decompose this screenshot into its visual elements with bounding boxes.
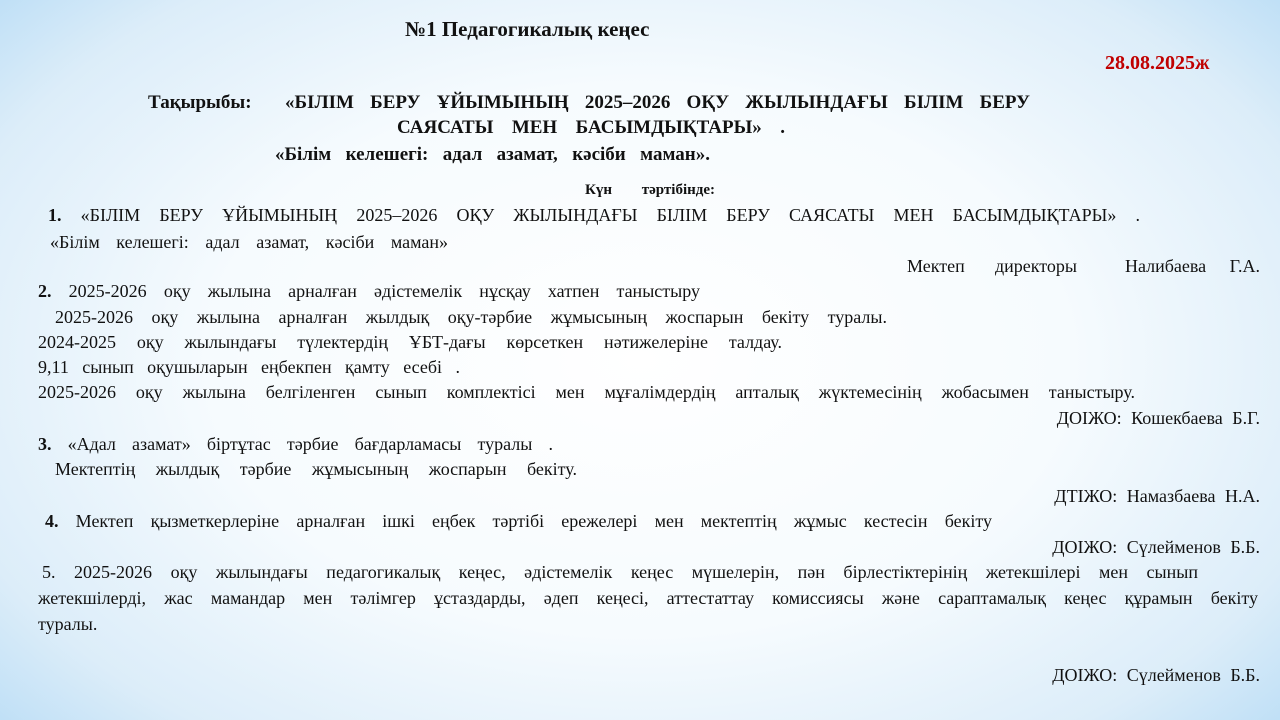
speaker: ДТІЖО: Намазбаева Н.А.: [1054, 486, 1260, 506]
agenda-item-2-line-3: 2024-2025 оқу жылындағы түлектердің ҰБТ-дағы көрсеткен нәтижелеріне талдау.: [38, 332, 782, 352]
item-text: «Адал азамат» біртұтас тәрбие бағдарламасы туралы .: [67, 434, 553, 454]
agenda-item-1: [48, 204, 1140, 226]
item-text: Мектеп қызметкерлеріне арналған ішкі еңбек тәртібі ережелері мен мектептің жұмыс кестесін бекіту: [75, 511, 993, 531]
speaker-role: Мектеп директоры: [907, 256, 1077, 276]
page-title: №1 Педагогикалық кеңес: [405, 17, 650, 41]
agenda-item-5-line-3: туралы.: [38, 614, 98, 634]
meeting-date: 28.08.2025ж: [1105, 52, 1210, 74]
agenda-item-4: [45, 510, 992, 532]
agenda-item-2-line-4: 9,11 сынып оқушыларын еңбекпен қамту есебі .: [38, 357, 460, 377]
speaker: ДОІЖО: Кошекбаева Б.Г.: [1056, 408, 1260, 428]
topic-label: Тақырыбы:: [148, 92, 252, 113]
agenda-item-2: [38, 280, 700, 302]
item-text: «БІЛІМ БЕРУ ҰЙЫМЫНЫҢ 2025–2026 ОҚУ ЖЫЛЫНДАҒЫ БІЛІМ БЕРУ САЯСАТЫ МЕН БАСЫМДЫҚТАРЫ» .: [80, 205, 1140, 225]
item-number: 4.: [45, 511, 59, 531]
item-text: 2025-2026 оқу жылына арналған әдістемелік нұсқау хатпен таныстыру: [68, 281, 700, 301]
agenda-item-3-line-2: Мектептің жылдық тәрбие жұмысының жоспарын бекіту.: [55, 459, 577, 479]
agenda-item-2-line-5: 2025-2026 оқу жылына белгіленген сынып комплектісі мен мұғалімдердің апталық жүктемесінің жобасымен таныстыру.: [38, 382, 1135, 402]
agenda-item-1-line-2: «Білім келешегі: адал азамат, кәсіби маман»: [50, 232, 448, 252]
item-number: 3.: [38, 434, 52, 454]
speaker: ДОІЖО: Сүлейменов Б.Б.: [1052, 665, 1260, 685]
agenda-item-2-line-2: 2025-2026 оқу жылына арналған жылдық оқу-тәрбие жұмысының жоспарын бекіту туралы.: [55, 307, 887, 327]
topic-line-2: САЯСАТЫ МЕН БАСЫМДЫҚТАРЫ» .: [397, 117, 785, 138]
item-number: 1.: [48, 205, 62, 225]
topic-motto: «Білім келешегі: адал азамат, кәсіби маман».: [275, 144, 710, 165]
agenda-item-5-line-2: жетекшілерді, жас мамандар мен тәлімгер ұстаздарды, әдеп кеңесі, аттестаттау комиссиясы және сараптамалық кеңес құрамын бекіту: [38, 588, 1258, 608]
agenda-heading: Күн тәртібінде:: [585, 182, 715, 198]
agenda-item-5: 5. 2025-2026 оқу жылындағы педагогикалық кеңес, әдістемелік кеңес мүшелерін, пән бірлестіктерінің жетекшілері мен сынып: [42, 562, 1198, 582]
topic-line-1: «БІЛІМ БЕРУ ҰЙЫМЫНЫҢ 2025–2026 ОҚУ ЖЫЛЫНДАҒЫ БІЛІМ БЕРУ: [285, 92, 1030, 113]
item-number: 2.: [38, 281, 52, 301]
speaker: ДОІЖО: Сүлейменов Б.Б.: [1052, 537, 1260, 557]
agenda-item-3: [38, 433, 553, 455]
speaker-name: Налибаева Г.А.: [1125, 256, 1260, 276]
